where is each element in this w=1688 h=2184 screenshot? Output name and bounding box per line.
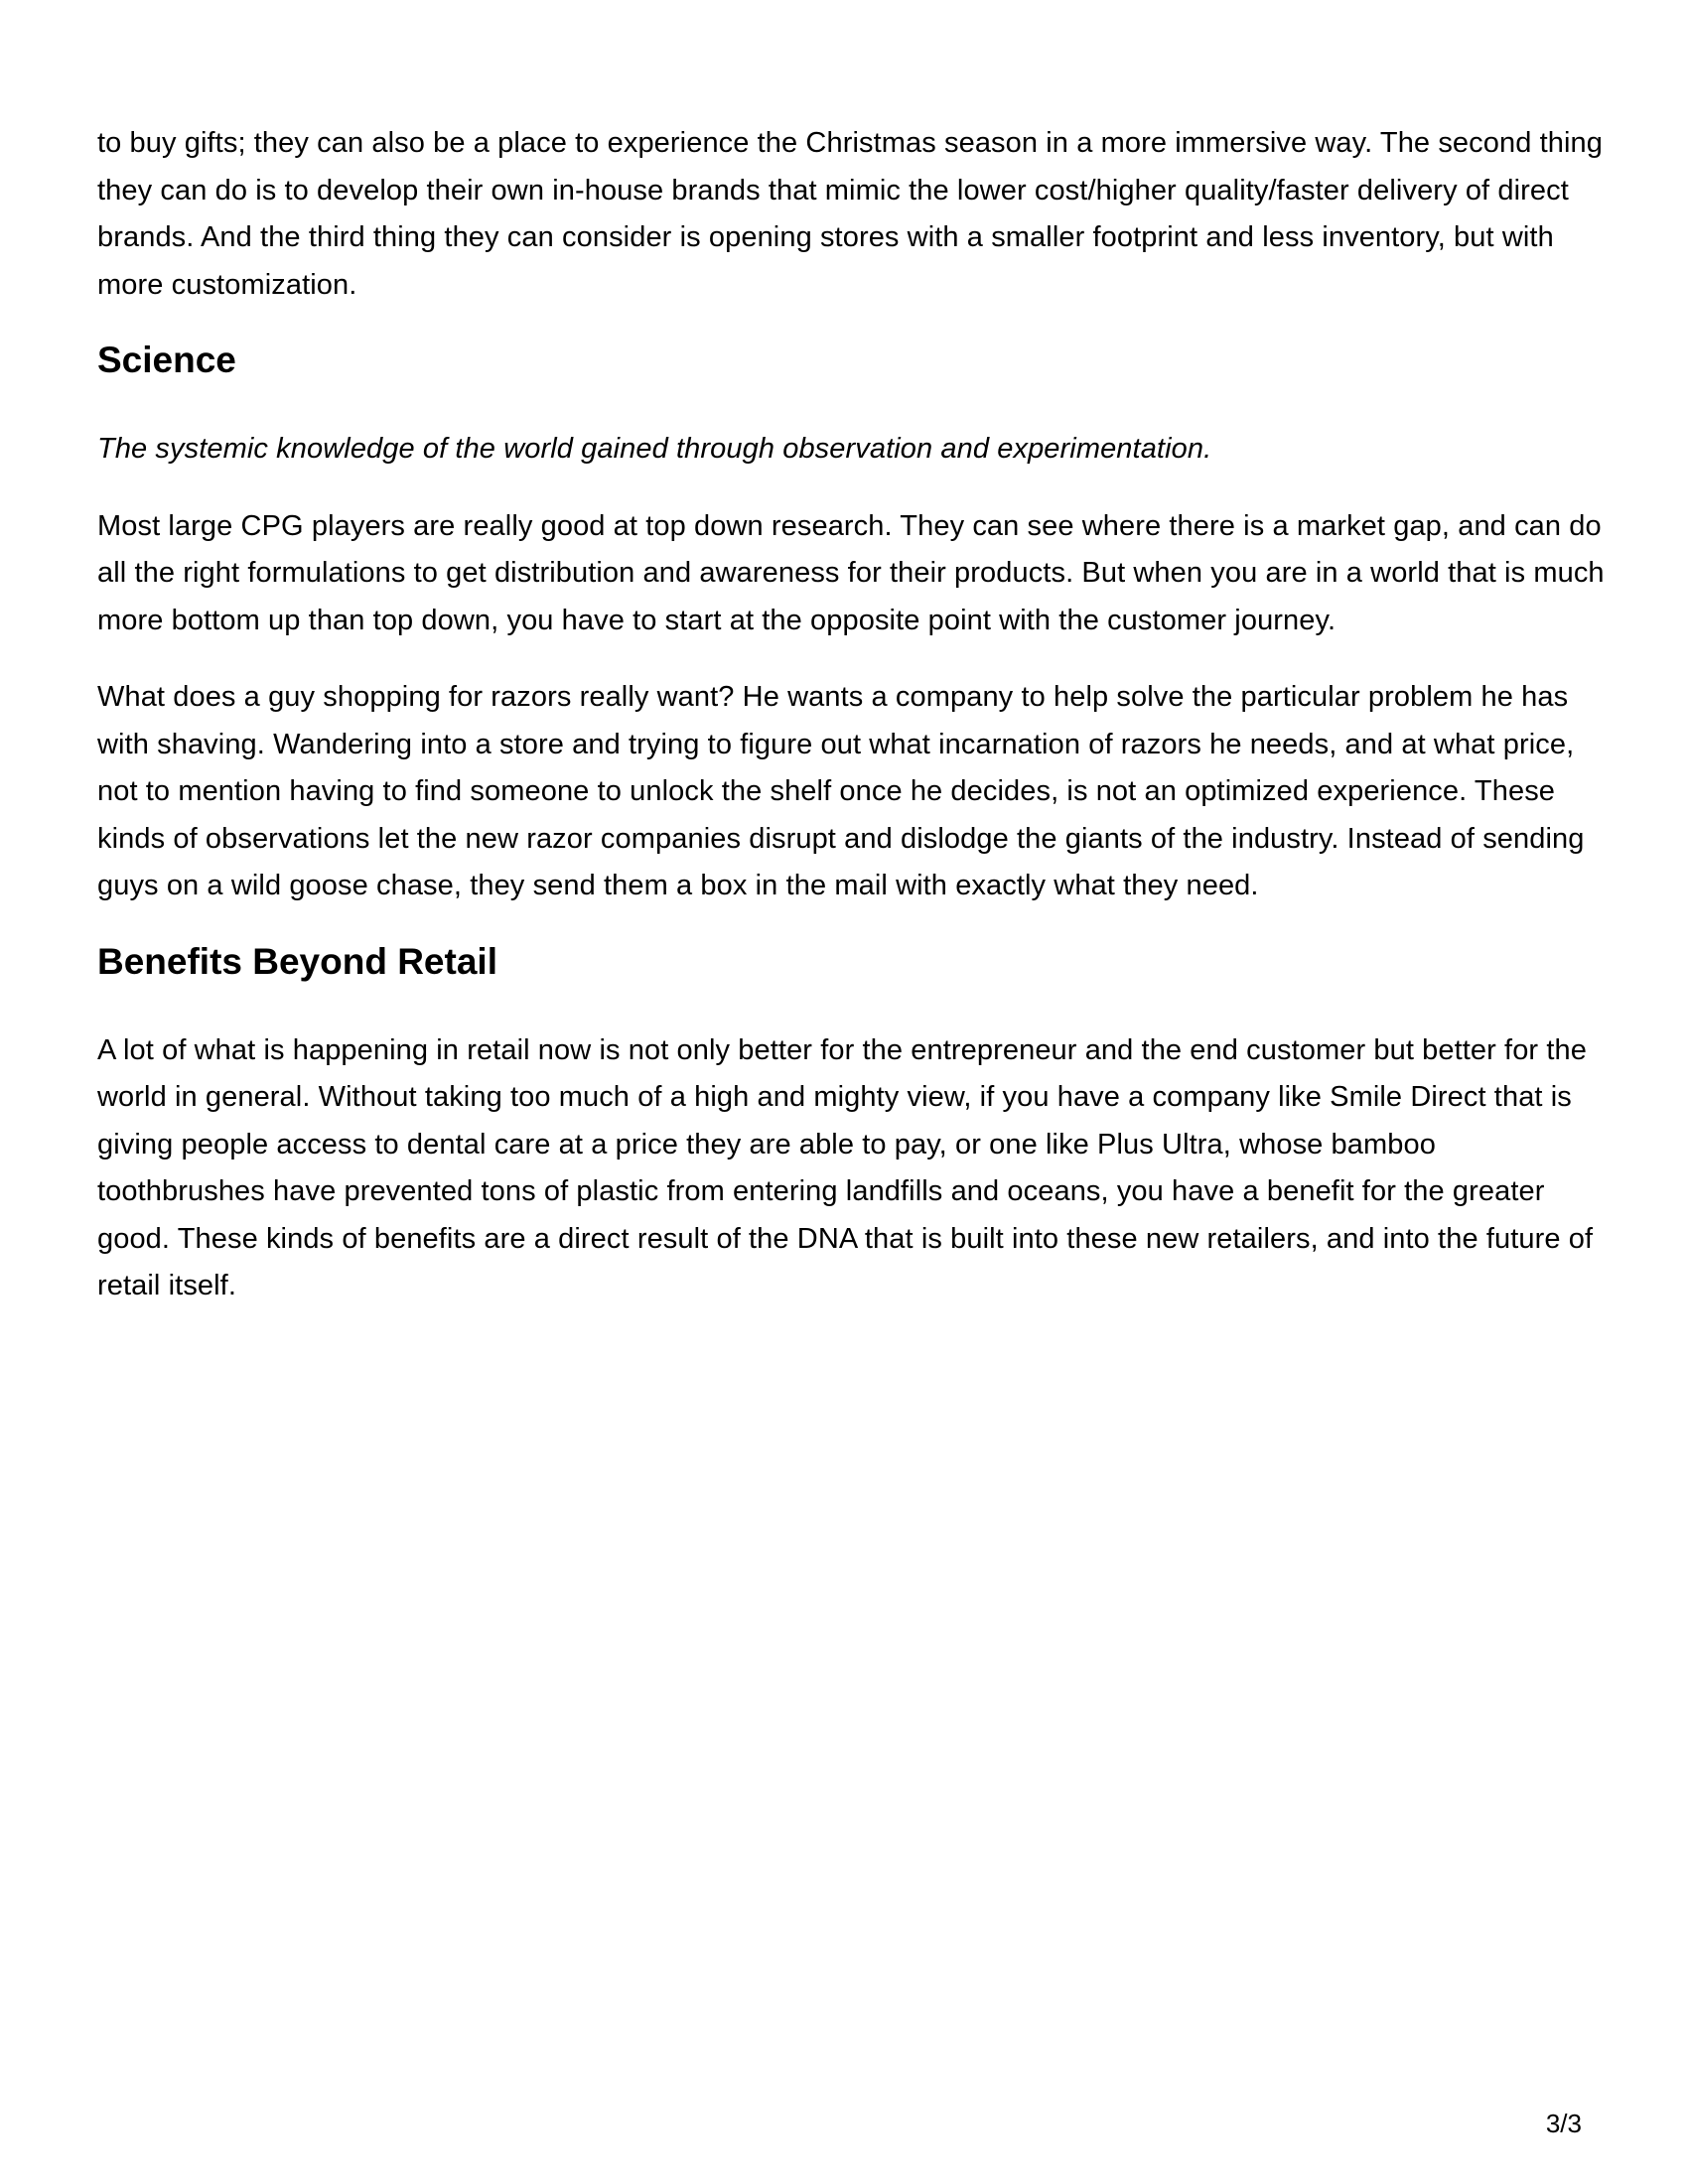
article-body <box>97 0 1607 1340</box>
science-definition-text: The systemic knowledge of the world gained through observation and experimentation. <box>97 433 1212 465</box>
benefits-paragraph: A lot of what is happening in retail now is not only better for the entrepreneur and the end customer but better for the world in general. Without taking too much of a high and mighty view, if you have a company like Smile Direct that is giving people access to dental care at a price they are able to pay, or one like Plus Ultra, whose bamboo toothbrushes have prevented tons of plastic from entering landfills and oceans, you have a benefit for the greater good. These kinds of benefits are a direct result of the DNA that is built into these new retailers, and into the future of retail itself. <box>97 1033 1594 1301</box>
science-paragraph-cpg-research: Most large CPG players are really good at top down research. They can see where there is a market gap, and can do all the right formulations to get distribution and awareness for their products. But when you are in a world that is much more bottom up than top down, you have to start at the opposite point with the customer journey. <box>97 509 1605 636</box>
section-heading-science: Science <box>97 340 236 380</box>
intro-paragraph: to buy gifts; they can also be a place to experience the Christmas season in a more immersive way. The second thing they can do is to develop their own in-house brands that mimic the lower cost/higher quality/faster delivery of direct brands. And the third thing they can consider is opening stores with a smaller footprint and less inventory, but with more customization. <box>97 127 1603 301</box>
page-number: 3/3 <box>1545 2109 1582 2138</box>
section-heading-benefits-beyond-retail: Benefits Beyond Retail <box>97 940 497 982</box>
science-paragraph-razor-shopping: What does a guy shopping for razors really want? He wants a company to help solve the particular problem he has with shaving. Wandering into a store and trying to figure out what incarnation of razors he needs, and at what price, not to mention having to find someone to unlock the shelf once he decides, is not an optimized experience. These kinds of observations let the new razor companies disrupt and dislodge the giants of the industry. Instead of sending guys on a wild goose chase, they send them a box in the mail with exactly what they need. <box>97 681 1585 901</box>
